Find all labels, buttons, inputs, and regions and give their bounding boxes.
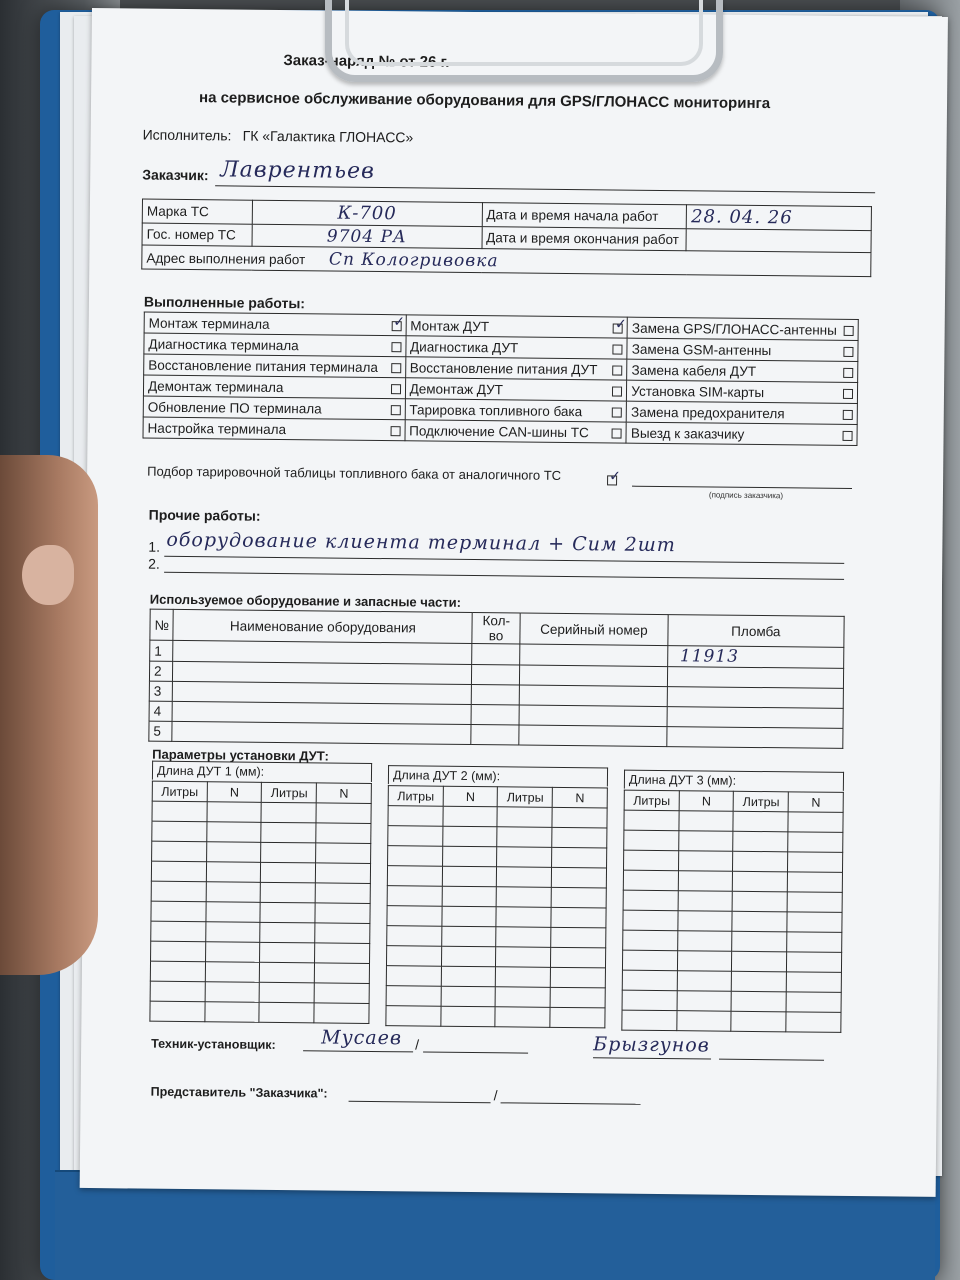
dut-cell[interactable]	[151, 941, 206, 962]
dut-table	[621, 790, 844, 1033]
dut-cell[interactable]	[622, 950, 677, 971]
dut-cell[interactable]	[496, 987, 551, 1008]
dut-cell[interactable]	[732, 971, 787, 992]
checkbox-tank-calibration[interactable]	[612, 407, 622, 417]
dut-table-row	[386, 986, 605, 1008]
dut-table-row	[151, 901, 370, 923]
dut-cell[interactable]	[788, 812, 843, 833]
dut-column-header: N	[207, 782, 262, 803]
clipboard-clip-inner	[345, 0, 703, 66]
checkbox-mount-dut[interactable]	[613, 323, 623, 333]
dut-column-header: Литры	[262, 782, 317, 803]
dut-cell[interactable]	[388, 806, 443, 827]
dut-cell[interactable]	[552, 827, 607, 848]
dut-cell[interactable]	[497, 827, 552, 848]
dut-cell[interactable]	[205, 962, 260, 983]
equipment-qty[interactable]	[471, 705, 519, 726]
row-number: 3	[149, 681, 173, 701]
dut-cell[interactable]	[388, 846, 443, 867]
dut-cell[interactable]	[441, 966, 496, 987]
equipment-qty[interactable]	[472, 665, 520, 686]
dut-table-row	[624, 810, 843, 832]
dut-cell[interactable]	[315, 903, 370, 924]
dut-table-row	[386, 966, 605, 988]
dut-cell[interactable]	[623, 890, 678, 911]
dut-column-header: Литры	[388, 786, 443, 807]
dut-cell[interactable]	[206, 902, 261, 923]
address-label: Адрес выполнения работ	[146, 250, 306, 267]
dut-table-row	[150, 981, 369, 1003]
equipment-serial[interactable]	[519, 725, 667, 747]
equipment-seal[interactable]	[666, 727, 843, 749]
dut-table-row	[622, 970, 841, 992]
order-form-sheet	[80, 8, 948, 1197]
other-works-num-2: 2.	[148, 555, 160, 572]
checkbox-install-sim[interactable]	[843, 388, 853, 398]
dut-cell[interactable]	[732, 911, 787, 932]
work-item-label: Подключение CAN-шины ТС	[409, 422, 589, 440]
dut-cell[interactable]	[497, 847, 552, 868]
row-number: 1	[150, 640, 174, 661]
work-item-label: Монтаж терминала	[148, 315, 270, 332]
technician-sign-line-4	[719, 1059, 824, 1061]
dut-table-row	[152, 801, 371, 823]
technician-signature-2: Брызгунов	[593, 1033, 710, 1057]
dut-table-row	[152, 841, 371, 863]
dut-table-row	[150, 961, 369, 983]
calibration-label: Подбор тарировочной таблицы топливного бака от аналогичного ТС	[147, 463, 562, 483]
technician-slash: /	[415, 1036, 420, 1053]
dut-cell[interactable]	[207, 802, 262, 823]
dut-cell[interactable]	[386, 946, 441, 967]
works-table	[142, 312, 858, 446]
dut-cell[interactable]	[497, 807, 552, 828]
dut-table-row	[386, 946, 605, 968]
row-number: 2	[149, 661, 173, 681]
dut-cell[interactable]	[496, 927, 551, 948]
equipment-seal[interactable]	[667, 667, 844, 689]
dut-cell[interactable]	[442, 886, 497, 907]
dut-cell[interactable]	[732, 931, 787, 952]
dut-cell[interactable]	[678, 891, 733, 912]
equipment-title: Используемое оборудование и запасные части:	[149, 591, 462, 610]
dut-cell[interactable]	[788, 832, 843, 853]
dut-column-header: N	[788, 792, 843, 813]
executor-label: Исполнитель:	[142, 126, 232, 144]
dut-cell[interactable]	[205, 982, 260, 1003]
checkbox-replace-gps-antenna[interactable]	[844, 325, 854, 335]
dut-table	[149, 781, 372, 1024]
dut-cell[interactable]	[677, 971, 732, 992]
work-item-label: Демонтаж ДУТ	[409, 380, 504, 397]
dut-cell[interactable]	[496, 907, 551, 928]
dut-cell[interactable]	[442, 906, 497, 927]
dut-cell[interactable]	[624, 830, 679, 851]
representative-sign-line-1	[349, 1101, 491, 1103]
equipment-header: Пломба	[667, 615, 844, 648]
dut-cell[interactable]	[387, 886, 442, 907]
equipment-serial[interactable]	[520, 665, 668, 687]
dut-cell[interactable]	[260, 962, 315, 983]
dut-cell[interactable]	[551, 947, 606, 968]
dut-cell[interactable]	[788, 852, 843, 873]
work-item-label: Тарировка топливного бака	[409, 401, 583, 419]
technician-signature-1: Мусаев	[321, 1026, 403, 1050]
dut-cell[interactable]	[150, 961, 205, 982]
dut-cell[interactable]	[624, 810, 679, 831]
dut-cell[interactable]	[206, 862, 261, 883]
dut-cell[interactable]	[315, 923, 370, 944]
dut-cell[interactable]	[441, 986, 496, 1007]
dut-cell[interactable]	[316, 863, 371, 884]
work-item-label: Монтаж ДУТ	[410, 317, 490, 334]
dut-cell[interactable]	[152, 801, 207, 822]
dut-table-row	[152, 821, 371, 843]
dut-cell[interactable]	[150, 981, 205, 1002]
representative-sign-line-2	[501, 1102, 641, 1104]
dut-cell[interactable]	[206, 922, 261, 943]
dut-cell[interactable]	[151, 921, 206, 942]
dut-table-row	[151, 921, 370, 943]
dut-cell[interactable]	[733, 831, 788, 852]
equipment-seal[interactable]	[667, 687, 844, 709]
dut-cell[interactable]	[261, 802, 316, 823]
dut-cell[interactable]	[786, 1012, 841, 1033]
dut-cell[interactable]	[442, 866, 497, 887]
equipment-serial[interactable]	[519, 705, 667, 727]
dut-cell[interactable]	[679, 831, 734, 852]
checkbox-update-firmware[interactable]	[390, 405, 400, 415]
other-works-line-1	[164, 556, 844, 564]
technician-sign-line-3	[593, 1057, 711, 1059]
dut-column-header: N	[317, 783, 372, 804]
dut-table-row	[387, 886, 606, 908]
dut-cell[interactable]	[677, 951, 732, 972]
dut-cell[interactable]	[206, 842, 261, 863]
dut-cell[interactable]	[261, 842, 316, 863]
end-label: Дата и время окончания работ	[482, 227, 687, 251]
equipment-serial[interactable]	[519, 685, 667, 707]
equipment-header: Кол-во	[472, 613, 520, 645]
dut-cell[interactable]	[733, 871, 788, 892]
dut-table-title: Длина ДУТ 1 (мм):	[152, 761, 372, 782]
dut-column-header: N	[553, 787, 608, 808]
dut-table-row	[387, 906, 606, 928]
row-number: 5	[149, 721, 173, 741]
dut-table-row	[623, 890, 842, 912]
dut-cell[interactable]	[623, 930, 678, 951]
dut-cell[interactable]	[316, 823, 371, 844]
dut-cell[interactable]	[205, 942, 260, 963]
dut-table-row	[388, 806, 607, 828]
dut-table-row	[151, 941, 370, 963]
dut-cell[interactable]	[316, 883, 371, 904]
work-item-label: Замена GPS/ГЛОНАСС-антенны	[631, 320, 837, 338]
dut-cell[interactable]	[386, 1006, 441, 1027]
dut-cell[interactable]	[787, 952, 842, 973]
equipment-serial[interactable]	[520, 644, 668, 667]
vehicle-table	[141, 199, 872, 278]
dut-cell[interactable]	[552, 847, 607, 868]
address-value[interactable]: Сп Кологривовка	[328, 248, 499, 271]
row-number: 4	[149, 701, 173, 721]
checkbox-visit-customer[interactable]	[843, 430, 853, 440]
other-works-item-1[interactable]: оборудование клиента терминал + Сим 2шт	[166, 528, 676, 557]
brand-value[interactable]: К-700	[252, 200, 482, 226]
dut-column-header: N	[443, 786, 498, 807]
dut-cell[interactable]	[733, 811, 788, 832]
dut-table-row	[624, 830, 843, 852]
dut-cell[interactable]	[678, 911, 733, 932]
dut-cell[interactable]	[733, 851, 788, 872]
dut-cell[interactable]	[622, 1010, 677, 1031]
dut-cell[interactable]	[150, 1001, 205, 1022]
dut-cell[interactable]	[787, 972, 842, 993]
dut-cell[interactable]	[387, 866, 442, 887]
dut-cell[interactable]	[441, 1006, 496, 1027]
dut-cell[interactable]	[260, 922, 315, 943]
equipment-seal[interactable]	[667, 707, 844, 729]
end-value[interactable]	[686, 229, 871, 253]
start-label: Дата и время начала работ	[482, 203, 687, 229]
dut-table-row	[622, 990, 841, 1012]
dut-cell[interactable]	[788, 872, 843, 893]
dut-table-row	[622, 950, 841, 972]
dut-cell[interactable]	[550, 1007, 605, 1028]
work-item-label: Замена GSM-антенны	[631, 341, 772, 358]
dut-column-header: Литры	[498, 787, 553, 808]
work-item-label: Восстановление питания ДУТ	[409, 359, 598, 377]
thumbnail	[22, 545, 74, 605]
plate-label: Гос. номер ТС	[142, 223, 252, 246]
customer-label: Заказчик:	[142, 166, 209, 184]
dut-cell[interactable]	[496, 947, 551, 968]
dut-cell[interactable]	[552, 867, 607, 888]
dut-table-title: Длина ДУТ 3 (мм):	[624, 770, 844, 791]
work-item-label: Настройка терминала	[147, 420, 287, 437]
dut-cell[interactable]	[261, 822, 316, 843]
dut-cell[interactable]	[623, 870, 678, 891]
other-works-num-1: 1.	[148, 538, 161, 555]
representative-slash: /	[493, 1087, 498, 1104]
dut-cell[interactable]	[151, 861, 206, 882]
dut-cell[interactable]	[732, 991, 787, 1012]
dut-cell[interactable]	[443, 826, 498, 847]
dut-table-row	[623, 870, 842, 892]
dut-table-row	[623, 930, 842, 952]
equipment-qty[interactable]	[472, 644, 520, 666]
dut-cell[interactable]	[261, 882, 316, 903]
dut-cell[interactable]	[624, 850, 679, 871]
signature-caption: (подпись заказчика)	[708, 490, 784, 501]
dut-cell[interactable]	[314, 1003, 369, 1024]
work-item-label: Выезд к заказчику	[630, 425, 745, 442]
equipment-qty[interactable]	[471, 725, 519, 746]
equipment-header: Серийный номер	[520, 613, 668, 646]
dut-cell[interactable]	[496, 967, 551, 988]
plate-value[interactable]: 9704 РА	[252, 224, 482, 248]
hand-holding-clipboard	[0, 455, 98, 975]
dut-cell[interactable]	[678, 871, 733, 892]
equipment-qty[interactable]	[471, 685, 519, 706]
technician-sign-line-2	[423, 1052, 528, 1054]
dut-cell[interactable]	[315, 963, 370, 984]
dut-cell[interactable]	[551, 967, 606, 988]
checkbox-replace-gsm-antenna[interactable]	[843, 346, 853, 356]
dut-cell[interactable]	[206, 882, 261, 903]
equipment-seal[interactable]: 11913	[667, 646, 844, 669]
customer-underline	[215, 185, 875, 193]
dut-column-header: Литры	[734, 791, 789, 812]
dut-cell[interactable]	[678, 931, 733, 952]
dut-cell[interactable]	[261, 862, 316, 883]
dut-cell[interactable]	[787, 912, 842, 933]
dut-cell[interactable]	[260, 982, 315, 1003]
dut-cell[interactable]	[260, 942, 315, 963]
dut-cell[interactable]	[497, 887, 552, 908]
dut-cell[interactable]	[733, 891, 788, 912]
start-value[interactable]: 28. 04. 26	[687, 205, 872, 231]
dut-cell[interactable]	[442, 846, 497, 867]
checkbox-calibration-table[interactable]	[607, 475, 617, 485]
dut-cell[interactable]	[442, 926, 497, 947]
dut-table-row	[387, 926, 606, 948]
dut-cell[interactable]	[679, 811, 734, 832]
dut-cell[interactable]	[622, 990, 677, 1011]
dut-column-header: Литры	[624, 790, 679, 811]
form-subtitle: на сервисное обслуживание оборудования для GPS/ГЛОНАСС мониторинга	[198, 89, 771, 113]
dut-cell[interactable]	[787, 932, 842, 953]
checkbox-configure-terminal[interactable]	[390, 426, 400, 436]
dut-cell[interactable]	[259, 1002, 314, 1023]
other-works-line-2	[164, 572, 844, 580]
dut-cell[interactable]	[441, 946, 496, 967]
dut-table-row	[386, 1006, 605, 1028]
dut-cell[interactable]	[622, 970, 677, 991]
dut-table-row	[388, 846, 607, 868]
form-title: Заказ-наряд № от 26 г.	[283, 52, 450, 71]
dut-cell[interactable]	[316, 803, 371, 824]
executor-value: ГК «Галактика ГЛОНАСС»	[242, 127, 414, 146]
checkbox-diag-dut[interactable]	[613, 344, 623, 354]
dut-cell[interactable]	[731, 1011, 786, 1032]
equipment-name[interactable]	[172, 721, 471, 744]
work-item-label: Замена предохранителя	[631, 404, 785, 421]
checkbox-can-bus[interactable]	[612, 428, 622, 438]
dut-cell[interactable]	[497, 867, 552, 888]
checkbox-dismount-dut[interactable]	[612, 386, 622, 396]
checkbox-dismount-terminal[interactable]	[391, 384, 401, 394]
technician-label: Техник-установщик:	[151, 1036, 276, 1052]
other-works-title: Прочие работы:	[148, 506, 261, 524]
work-item-label: Диагностика терминала	[148, 336, 299, 353]
dut-table-row	[624, 850, 843, 872]
dut-cell[interactable]	[387, 906, 442, 927]
dut-params-title: Параметры установки ДУТ:	[152, 746, 329, 764]
dut-table-row	[151, 881, 370, 903]
checkbox-mount-terminal[interactable]	[391, 321, 401, 331]
dut-cell[interactable]	[550, 987, 605, 1008]
works-title: Выполненные работы:	[143, 293, 306, 312]
work-item-label: Демонтаж терминала	[147, 378, 284, 395]
dut-table-row	[387, 866, 606, 888]
dut-cell[interactable]	[314, 983, 369, 1004]
dut-cell[interactable]	[678, 851, 733, 872]
dut-table	[385, 785, 608, 1028]
dut-table-row	[622, 1010, 841, 1032]
dut-cell[interactable]	[677, 1011, 732, 1032]
customer-signature-line	[632, 486, 852, 489]
dut-cell[interactable]	[315, 943, 370, 964]
checkbox-diag-terminal[interactable]	[391, 342, 401, 352]
dut-cell[interactable]	[152, 821, 207, 842]
dut-cell[interactable]	[151, 901, 206, 922]
dut-table-title: Длина ДУТ 2 (мм):	[388, 765, 608, 786]
work-item-label: Установка SIM-карты	[631, 383, 765, 400]
dut-cell[interactable]	[443, 806, 498, 827]
checkbox-restore-power-dut[interactable]	[612, 365, 622, 375]
dut-cell[interactable]	[677, 991, 732, 1012]
dut-cell[interactable]	[551, 887, 606, 908]
dut-cell[interactable]	[152, 841, 207, 862]
work-item-label: Диагностика ДУТ	[409, 338, 519, 355]
dut-cell[interactable]	[495, 1007, 550, 1028]
equipment-header: №	[150, 609, 174, 640]
dut-table-row	[623, 910, 842, 932]
dut-cell[interactable]	[316, 843, 371, 864]
dut-cell[interactable]	[151, 881, 206, 902]
dut-cell[interactable]	[551, 907, 606, 928]
dut-cell[interactable]	[387, 926, 442, 947]
equipment-header: Наименование оборудования	[173, 609, 472, 643]
dut-table-row	[150, 1001, 369, 1023]
work-item-label: Восстановление питания терминала	[148, 357, 379, 375]
dut-cell[interactable]	[386, 966, 441, 987]
dut-table-row	[388, 826, 607, 848]
dut-cell[interactable]	[205, 1002, 260, 1023]
dut-cell[interactable]	[787, 892, 842, 913]
dut-column-header: Литры	[152, 781, 207, 802]
dut-cell[interactable]	[260, 902, 315, 923]
equipment-table	[148, 609, 844, 749]
customer-value[interactable]: Лаврентьев	[220, 157, 375, 184]
brand-label: Марка ТС	[142, 199, 252, 224]
work-item-label: Замена кабеля ДУТ	[631, 362, 757, 379]
dut-cell[interactable]	[786, 992, 841, 1013]
technician-sign-line-1	[303, 1050, 413, 1052]
dut-cell[interactable]	[732, 951, 787, 972]
dut-cell[interactable]	[552, 807, 607, 828]
checkbox-replace-fuse[interactable]	[843, 409, 853, 419]
dut-cell[interactable]	[207, 822, 262, 843]
dut-table-row	[151, 861, 370, 883]
dut-cell[interactable]	[551, 927, 606, 948]
representative-label: Представитель "Заказчика":	[150, 1084, 328, 1101]
checkbox-replace-dut-cable[interactable]	[843, 367, 853, 377]
dut-column-header: N	[679, 791, 734, 812]
dut-cell[interactable]	[388, 826, 443, 847]
checkbox-restore-power-terminal[interactable]	[391, 363, 401, 373]
dut-cell[interactable]	[386, 986, 441, 1007]
work-item-label: Обновление ПО терминала	[147, 399, 322, 416]
dut-cell[interactable]	[623, 910, 678, 931]
